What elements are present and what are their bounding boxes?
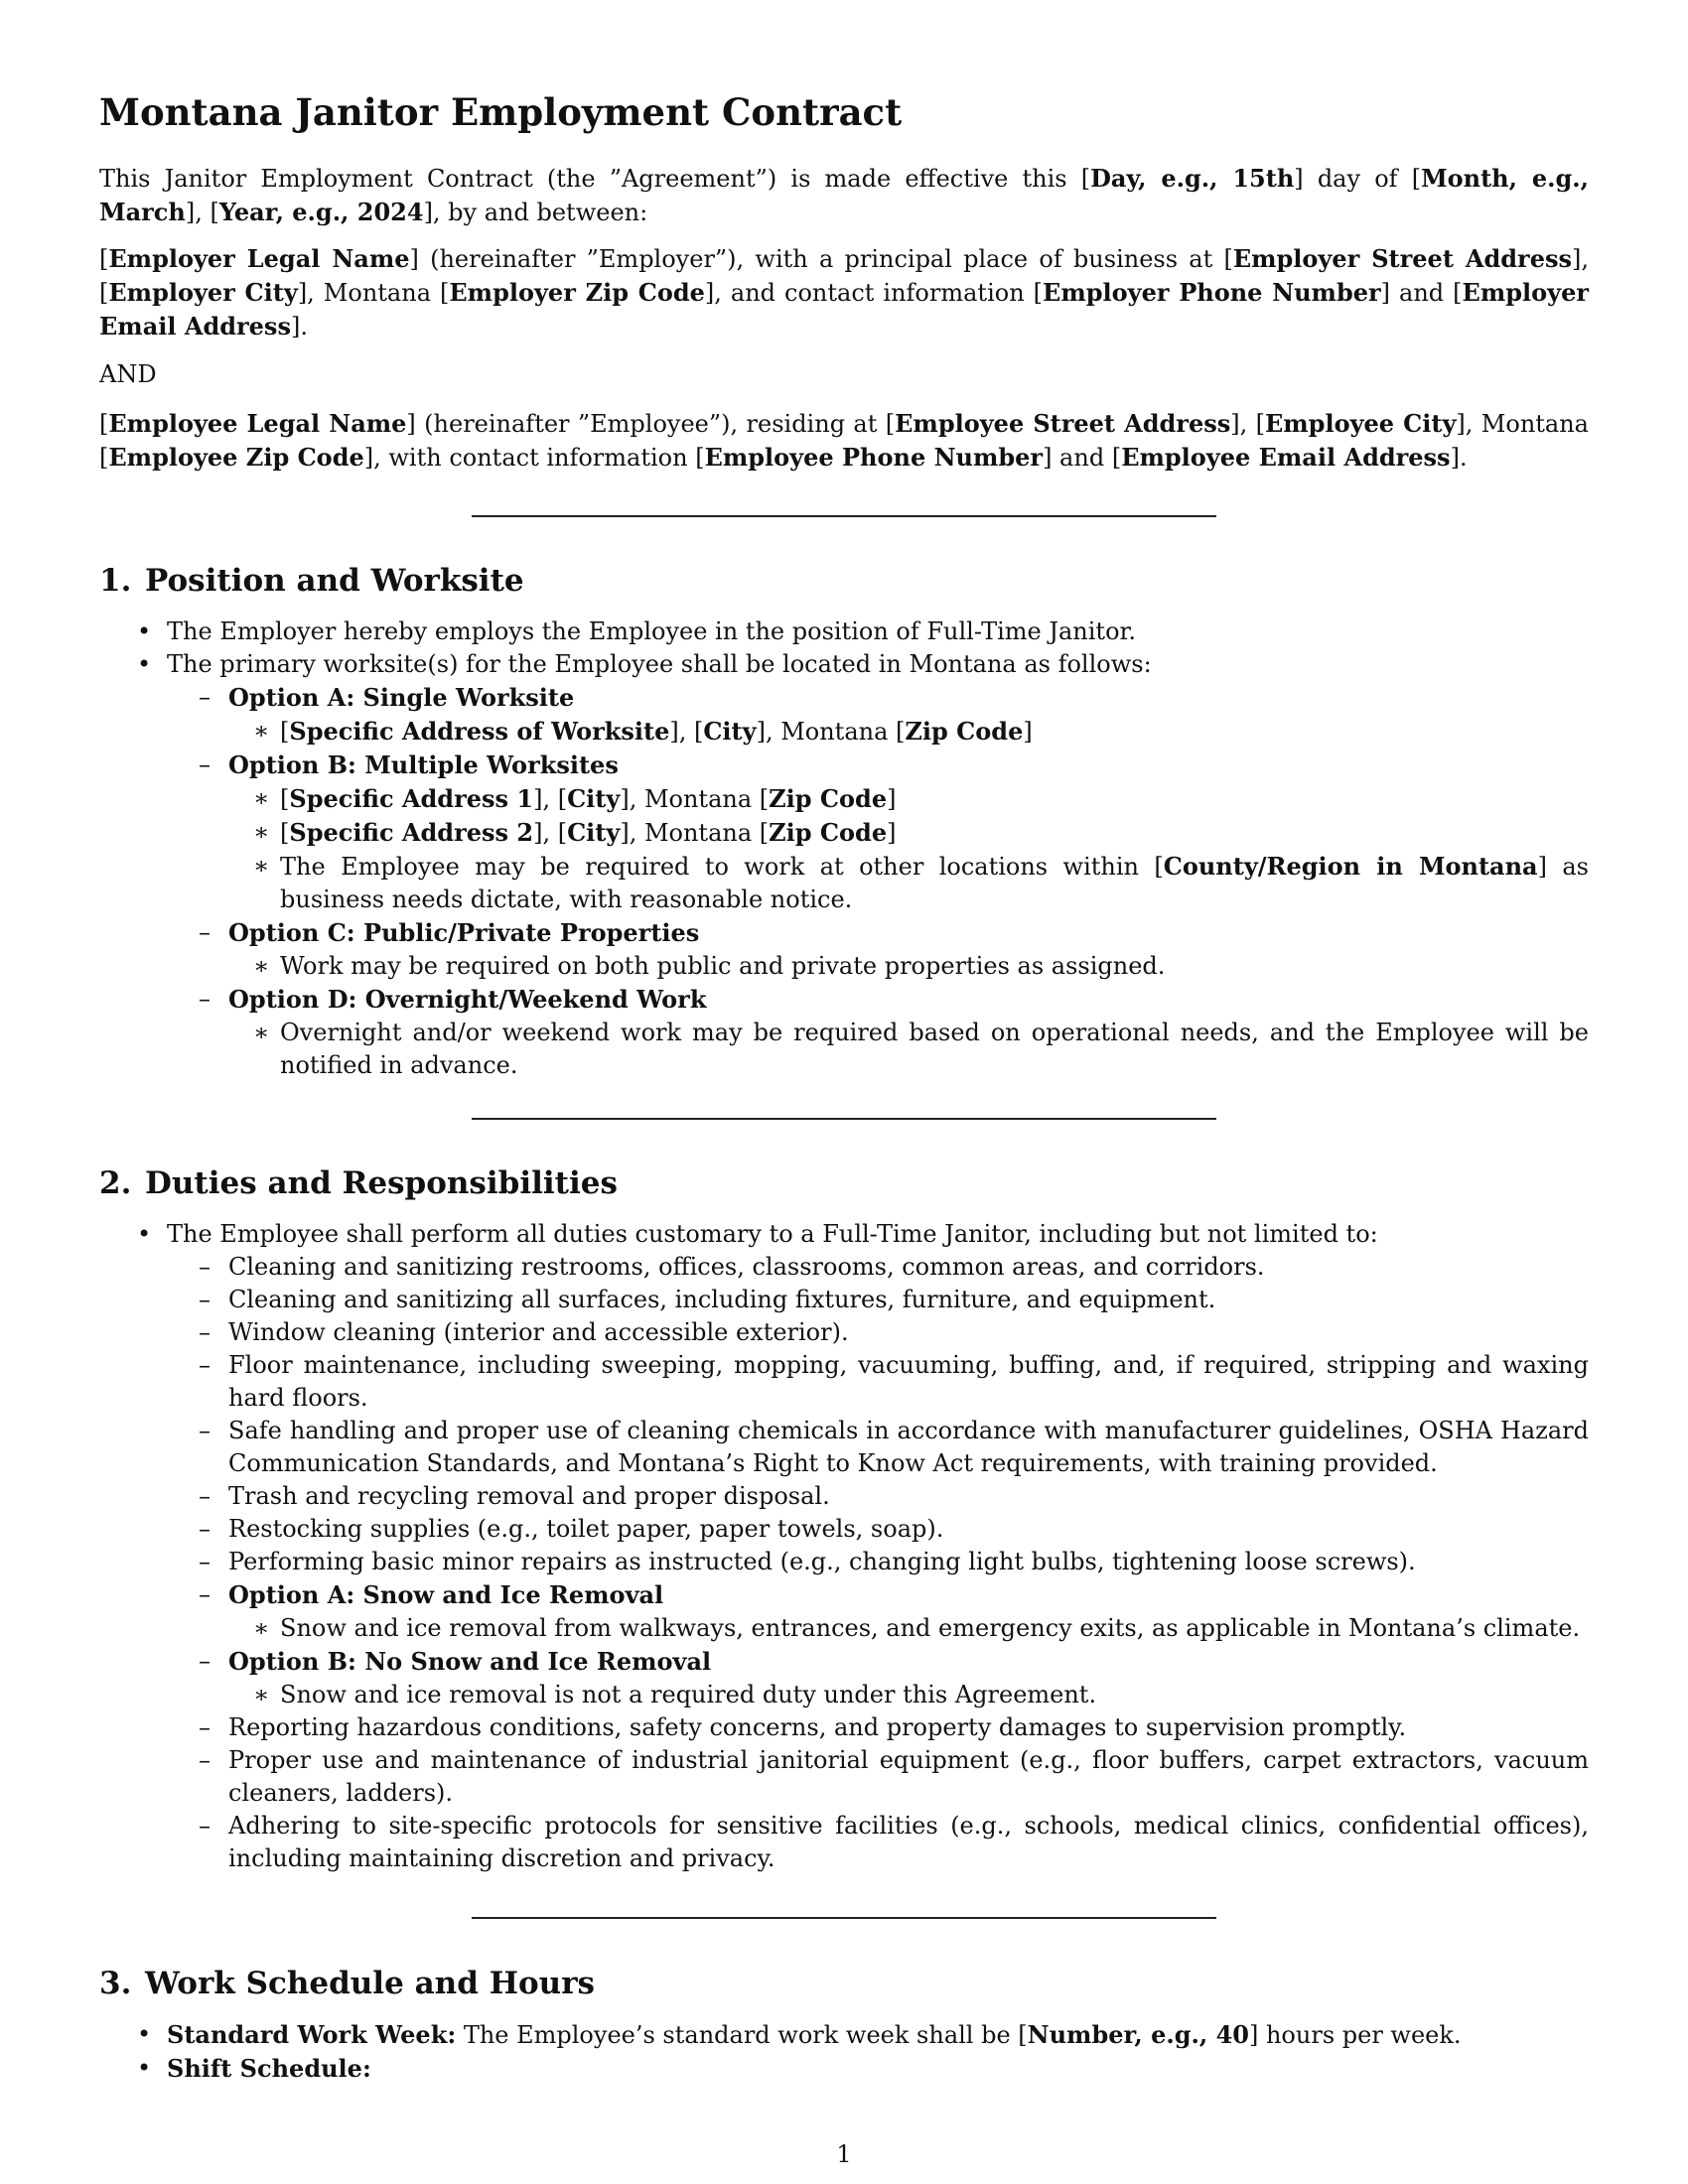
list-item: – Proper use and maintenance of industrial janitorial equipment (e.g., floor buffers, carpet extractors, vacuum cleaners, ladders). bbox=[99, 1744, 1589, 1810]
year-placeholder: Year, e.g., 2024 bbox=[218, 198, 424, 226]
list-item: • Shift Schedule: bbox=[99, 2052, 1589, 2086]
section-divider-1 bbox=[472, 515, 1216, 517]
employer-block bbox=[99, 242, 1589, 343]
list-item: • The Employer hereby employs the Employee in the position of Full-Time Janitor. bbox=[99, 615, 1589, 648]
month-placeholder: Month, e.g., March bbox=[99, 164, 1589, 226]
list-item: ∗ Overnight and/or weekend work may be required based on operational needs, and the Employee will be notified in advance. bbox=[99, 1017, 1589, 1082]
list-item: ∗ Snow and ice removal from walkways, entrances, and emergency exits, as applicable in Montana’s climate. bbox=[99, 1612, 1589, 1645]
employee-paragraph: [Employee Legal Name] (hereinafter ”Employee”), residing at [Employee Street Address], [Employee City], Montana [Employee Zip Code], with contact information [Employee Phone Number] and [Employee Email Address]. bbox=[99, 409, 1589, 472]
section-1-heading: 1. Position and Worksite bbox=[99, 563, 524, 599]
section-divider-3 bbox=[472, 1917, 1216, 1919]
employer-paragraph: [Employer Legal Name] (hereinafter ”Employer”), with a principal place of business at [Employer Street Address], [Employer City], Montana [Employer Zip Code], and contact information [Employer Phone Number] and [Employer Email Address]. bbox=[99, 244, 1589, 341]
section-1-body bbox=[99, 615, 1589, 1082]
section-3-heading: 3. Work Schedule and Hours bbox=[99, 1966, 595, 2001]
list-item: – Performing basic minor repairs as instructed (e.g., changing light bulbs, tightening loose screws). bbox=[99, 1546, 1589, 1578]
intro-block bbox=[99, 162, 1589, 229]
list-item: – Safe handling and proper use of cleaning chemicals in accordance with manufacturer guidelines, OSHA Hazard Communication Standards, and Montana’s Right to Know Act requirements, with training provided. bbox=[99, 1415, 1589, 1480]
option-b-worksites: – Option B: Multiple Worksites ∗ [Specific Address 1], [City], Montana [Zip Code] ∗ [Specific Address 2], [City], Montana [Zip Code] ∗ The Employee may be required to work at other locations within [County/Region in Montana] as business needs dictate, with reasonable notice. bbox=[99, 749, 1589, 916]
list-item: ∗ Snow and ice removal is not a required duty under this Agreement. bbox=[99, 1679, 1589, 1711]
employee-block bbox=[99, 407, 1589, 475]
section-2-heading: 2. Duties and Responsibilities bbox=[99, 1165, 618, 1201]
intro-effective-paragraph: This Janitor Employment Contract (the ”Agreement”) is made effective this [Day, e.g., 15th] day of [Month, e.g., March], [Year, e.g., 2024], by and between: bbox=[99, 164, 1589, 226]
and-separator-text: AND bbox=[99, 360, 157, 388]
list-item: – Restocking supplies (e.g., toilet paper, paper towels, soap). bbox=[99, 1513, 1589, 1546]
list-item: – Window cleaning (interior and accessible exterior). bbox=[99, 1316, 1589, 1349]
list-item: ∗ Work may be required on both public and private properties as assigned. bbox=[99, 950, 1589, 983]
option-c-properties: – Option C: Public/Private Properties ∗ Work may be required on both public and private properties as assigned. bbox=[99, 916, 1589, 983]
list-item: ∗ [Specific Address 2], [City], Montana [Zip Code] bbox=[99, 816, 1589, 850]
option-b-no-snow-removal: – Option B: No Snow and Ice Removal ∗ Snow and ice removal is not a required duty under this Agreement. bbox=[99, 1645, 1589, 1711]
list-item: ∗ The Employee may be required to work at other locations within [County/Region in Montana] as business needs dictate, with reasonable notice. bbox=[99, 850, 1589, 916]
list-item: – Reporting hazardous conditions, safety concerns, and property damages to supervision promptly. bbox=[99, 1711, 1589, 1744]
option-d-overnight: – Option D: Overnight/Weekend Work ∗ Overnight and/or weekend work may be required based on operational needs, and the Employee will be notified in advance. bbox=[99, 983, 1589, 1082]
section-3-body bbox=[99, 2018, 1589, 2086]
list-item: ∗ [Specific Address 1], [City], Montana [Zip Code] bbox=[99, 782, 1589, 816]
and-block bbox=[99, 358, 1589, 391]
document-title: Montana Janitor Employment Contract bbox=[99, 90, 903, 134]
section-2-body bbox=[99, 1218, 1589, 1875]
section-divider-2 bbox=[472, 1118, 1216, 1120]
list-item: – Floor maintenance, including sweeping, mopping, vacuuming, buffing, and, if required, stripping and waxing hard floors. bbox=[99, 1349, 1589, 1415]
option-a-worksite: – Option A: Single Worksite ∗ [Specific Address of Worksite], [City], Montana [Zip Code] bbox=[99, 681, 1589, 749]
list-item: – Cleaning and sanitizing all surfaces, including fixtures, furniture, and equipment. bbox=[99, 1284, 1589, 1316]
list-item: • Standard Work Week: The Employee’s standard work week shall be [Number, e.g., 40] hours per week. bbox=[99, 2018, 1589, 2052]
list-item: – Trash and recycling removal and proper disposal. bbox=[99, 1480, 1589, 1513]
option-a-snow-removal: – Option A: Snow and Ice Removal ∗ Snow and ice removal from walkways, entrances, and emergency exits, as applicable in Montana’s climate. bbox=[99, 1578, 1589, 1645]
list-item: ∗ [Specific Address of Worksite], [City], Montana [Zip Code] bbox=[99, 715, 1589, 749]
list-item: • The Employee shall perform all duties customary to a Full-Time Janitor, including but not limited to: – Cleaning and sanitizing restrooms, offices, classrooms, common areas, and corridors. – Cleaning and sanitizing all surfaces, including fixtures, furniture, and equipment. – Window cleaning (interior and accessible exterior). – Floor maintenance, including sweeping, mopping, vacuuming, buffing, and, if required, stripping and waxing hard floors. – Safe handling and proper use of cleaning chemicals in accordance with manufacturer guidelines, OSHA Hazard Communication Standards, and Montana’s Right to Know Act requirements, with training provided. – Trash and recycling removal and proper disposal. – Restocking supplies (e.g., toilet paper, paper towels, soap). – Performing basic minor repairs as instructed (e.g., changing light bulbs, tightening loose screws). – Option A: Snow and Ice Removal ∗ Snow and ice removal from walkways, entrances, and emergency exits, as applicable in Montana’s climate. – Option B: No Snow and Ice Removal ∗ Snow and ice removal is not a required duty under this Agreement. – Reporting hazardous conditions, safety concerns, and property damages to supervision promptly. – Proper use and maintenance of industrial janitorial equipment (e.g., floor buffers, carpet extractors, vacuum cleaners, ladders). – Adhering to site-specific protocols for sensitive facilities (e.g., schools, medical clinics, confidential offices), including maintaining discretion and privacy. bbox=[99, 1218, 1589, 1875]
page-number: 1 bbox=[836, 2140, 852, 2168]
list-item: • The primary worksite(s) for the Employee shall be located in Montana as follows: – Option A: Single Worksite ∗ [Specific Address of Worksite], [City], Montana [Zip Code] – Option B: Multiple Worksites ∗ [Specific Address 1], [City], Montana [Zip Code] ∗ [Specific Address 2], [City], Montana [Zip Code] ∗ The Employee may be required to work at other locations within [County/Region in Montana] as business needs dictate, with reasonable notice. – Option C: Public/Private Properties ∗ Work may be required on both public and private properties as assigned. – Option D: Overnight/Weekend Work ∗ Overnight and/or weekend work may be required based on operational needs, and the Employee will be notified in advance. bbox=[99, 648, 1589, 1082]
list-item: – Cleaning and sanitizing restrooms, offices, classrooms, common areas, and corridors. bbox=[99, 1251, 1589, 1284]
list-item: – Adhering to site-specific protocols for sensitive facilities (e.g., schools, medical clinics, confidential offices), including maintaining discretion and privacy. bbox=[99, 1810, 1589, 1875]
day-placeholder: Day, e.g., 15th bbox=[1090, 164, 1295, 193]
